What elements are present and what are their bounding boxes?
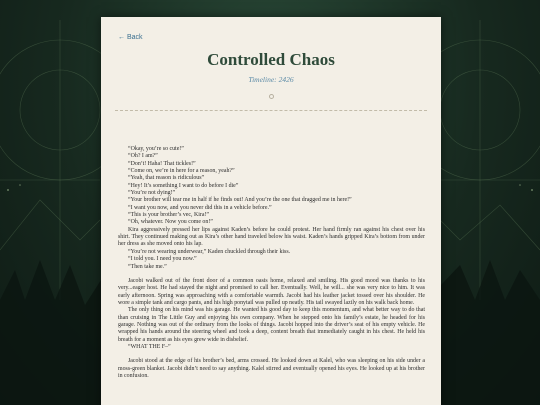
story-paragraph: “Yeah, that reason is ridiculous” bbox=[128, 175, 205, 182]
story-paragraph: “Okay, you’re so cute!” bbox=[128, 146, 184, 152]
story-paragraph: “I told you. I need you now.” bbox=[128, 256, 197, 263]
story-paragraph: “Oh? I am?” bbox=[128, 153, 158, 160]
story-paragraph: “You’re not dying!” bbox=[128, 190, 176, 197]
arrow-left-icon: ← bbox=[118, 34, 125, 41]
story-panel bbox=[101, 17, 441, 405]
story-paragraph: “Hey! It’s something I want to do before I die” bbox=[128, 182, 239, 189]
back-link[interactable] bbox=[118, 34, 143, 41]
timeline-label: Timeline: bbox=[248, 75, 277, 84]
story-timeline bbox=[101, 75, 441, 84]
story-paragraph: “Then take me.” bbox=[128, 263, 167, 270]
story-paragraph: Jacobi stood at the edge of his brother’s bed, arms crossed. He looked down at Kalel, who was sleeping on his side under a moss-green blanket. Jacobi didn’t need to say anything. Kalel stirred and eventually opened his eyes. He looked up at his brother in confusion. bbox=[118, 358, 425, 379]
story-paragraph: “This is your brother’s vec, Kira!” bbox=[128, 212, 210, 219]
divider-line bbox=[115, 110, 427, 111]
story-paragraph: “WHAT THE F–” bbox=[128, 343, 171, 350]
story-paragraph: “Don’t! Haha! That tickles!” bbox=[128, 160, 196, 167]
timeline-value: 2426 bbox=[278, 75, 294, 84]
story-paragraph: The only thing on his mind was his garage. He wanted his good day to keep this momentum, and what better way to do that than cruising in The Little Guy and enjoying his own company. When he stepped onto his family’s estate, he headed for his garage. Nothing was out of the ordinary from the looks of things. Jacobi hopped into the driver’s seat of his empty vehicle. He wrapped his hands around the steering wheel and took a deep, content breath that immediately caught in his chest. He held his breath for a moment as his eyes grew wide in disbelief. bbox=[118, 307, 425, 343]
story-paragraph: Jacobi walked out of the front door of a common oasis home, relaxed and smiling. His good mood was thanks to his very...eager host. He had stayed the night and promised to call her. Eventually. Well, he will... she was very nice to him. It was early afternoon. Spring was approaching with a comfortable warmth. Jacobi had his leather jacket tossed over his shoulder. He wore a simple tank and cargo pants, and his high ponytail was pulled up neatly. His tail swayed lazily on his walk back home. bbox=[118, 277, 425, 306]
story-paragraph: “Your brother will tear me in half if he finds out! And you’re the one that dragged me in here!” bbox=[128, 197, 352, 204]
story-title: Controlled Chaos bbox=[207, 50, 335, 69]
story-body bbox=[118, 146, 425, 380]
story-paragraph: “Oh, whatever. Now you come on!” bbox=[128, 219, 213, 226]
story-paragraph: “Come on, we’re in here for a reason, yeah?” bbox=[128, 168, 235, 175]
story-paragraph: “You’re not wearing underwear,” Kaden chuckled through their kiss. bbox=[128, 248, 291, 255]
story-paragraph: Kira aggressively pressed her lips against Kaden’s before he could protest. Her hand firmly ran against his chest over his shirt. They continued making out as Kira’s other hand traveled below his waist. Kaden’s hands gripped Kira’s bottom from under her dress as she moved onto his lap. bbox=[118, 226, 425, 248]
story-paragraph: “I want you now, and you never did this in a vehicle before.” bbox=[128, 204, 272, 211]
divider-ornament bbox=[269, 94, 274, 99]
back-label: Back bbox=[127, 34, 143, 41]
